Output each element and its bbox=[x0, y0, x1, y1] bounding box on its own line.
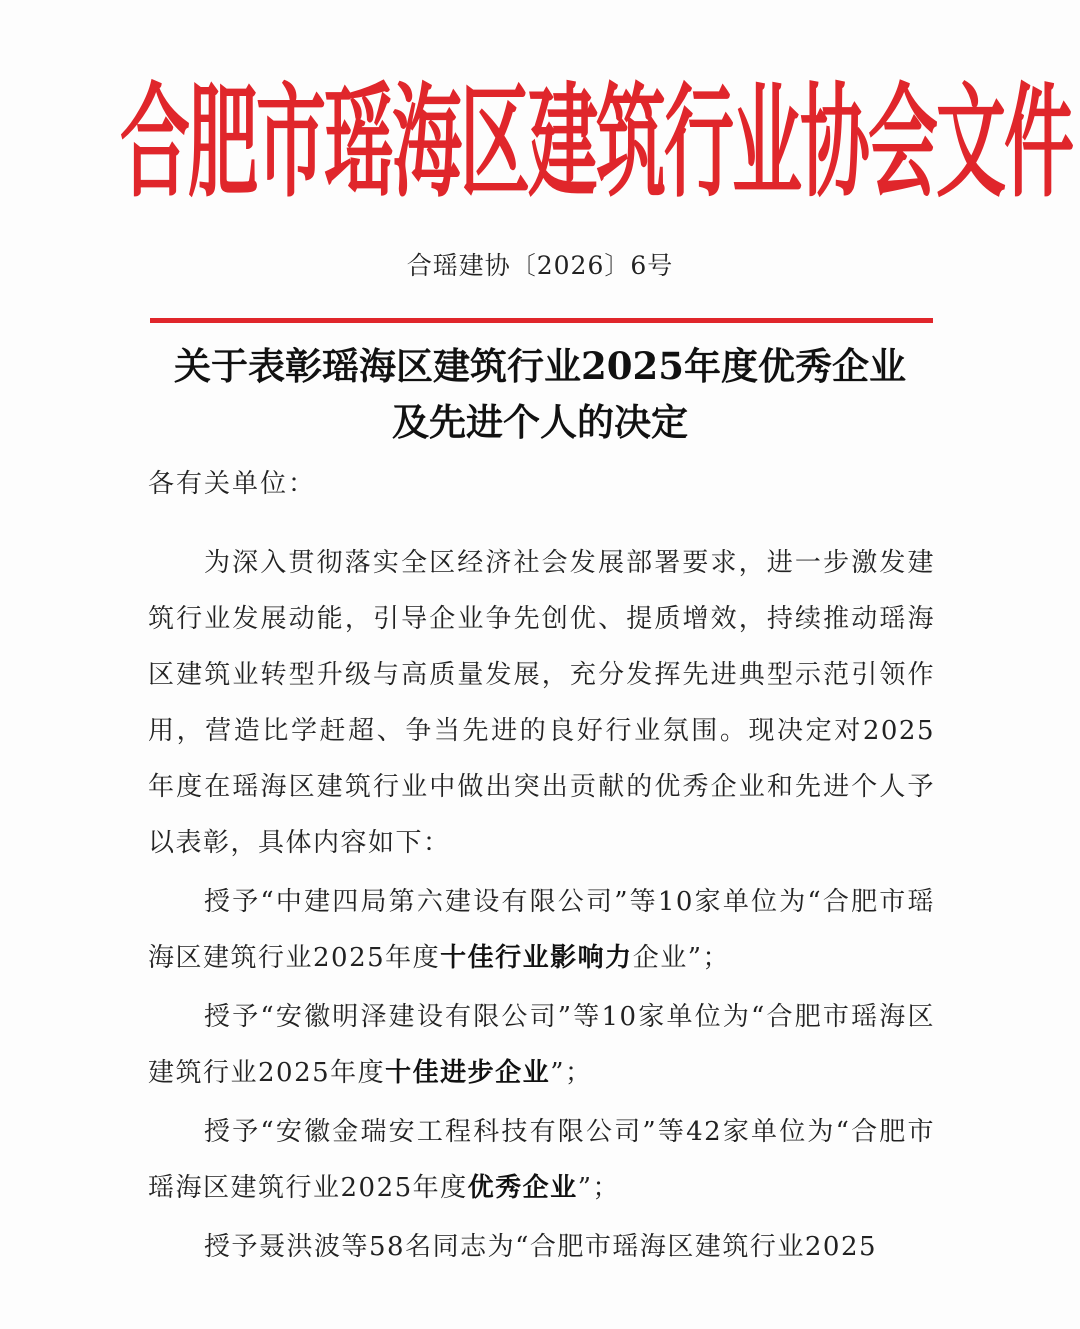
org-header-title: 合肥市瑶海区建筑行业协会文件 bbox=[120, 71, 1072, 215]
award-3-bold: 优秀企业 bbox=[467, 1173, 578, 1203]
award-paragraph-3 bbox=[148, 1104, 935, 1216]
award-paragraph-2 bbox=[148, 989, 935, 1101]
award-1-end: 企业”； bbox=[632, 943, 730, 973]
award-paragraph-4: 授予聂洪波等58名同志为“合肥市瑶海区建筑行业2025 bbox=[204, 1232, 878, 1262]
award-3-end: ”； bbox=[577, 1173, 620, 1203]
document-title bbox=[120, 338, 960, 450]
award-1-text: 授予“中建四局第六建设有限公司”等10家单位为“合肥市瑶海区建筑行业2025年度 bbox=[148, 887, 935, 973]
award-2-end: ”； bbox=[550, 1058, 593, 1088]
intro-paragraph: 为深入贯彻落实全区经济社会发展部署要求，进一步激发建筑行业发展动能，引导企业争先创优、提质增效，持续推动瑶海区建筑业转型升级与高质量发展，充分发挥先进典型示范引领作用，营造比学赶超、争当先进的良好行业氛围。现决定对2025年度在瑶海区建筑行业中做出突出贡献的优秀企业和先进个人予以表彰，具体内容如下： bbox=[148, 548, 935, 858]
salutation: 各有关单位： bbox=[148, 469, 317, 499]
award-1-bold: 十佳行业影响力 bbox=[440, 943, 633, 973]
award-2-bold: 十佳进步企业 bbox=[385, 1058, 551, 1088]
red-divider-line bbox=[150, 318, 933, 323]
award-2-text: 授予“安徽明泽建设有限公司”等10家单位为“合肥市瑶海区建筑行业2025年度 bbox=[148, 1002, 935, 1088]
document-title-line-1: 关于表彰瑶海区建筑行业2025年度优秀企业 bbox=[174, 344, 906, 388]
award-paragraph-1 bbox=[148, 874, 935, 986]
document-number: 合瑶建协〔2026〕6号 bbox=[406, 251, 674, 280]
document-body bbox=[148, 535, 935, 1278]
award-3-text: 授予“安徽金瑞安工程科技有限公司”等42家单位为“合肥市瑶海区建筑行业2025年度 bbox=[148, 1117, 935, 1203]
document-title-line-2: 及先进个人的决定 bbox=[392, 400, 688, 444]
